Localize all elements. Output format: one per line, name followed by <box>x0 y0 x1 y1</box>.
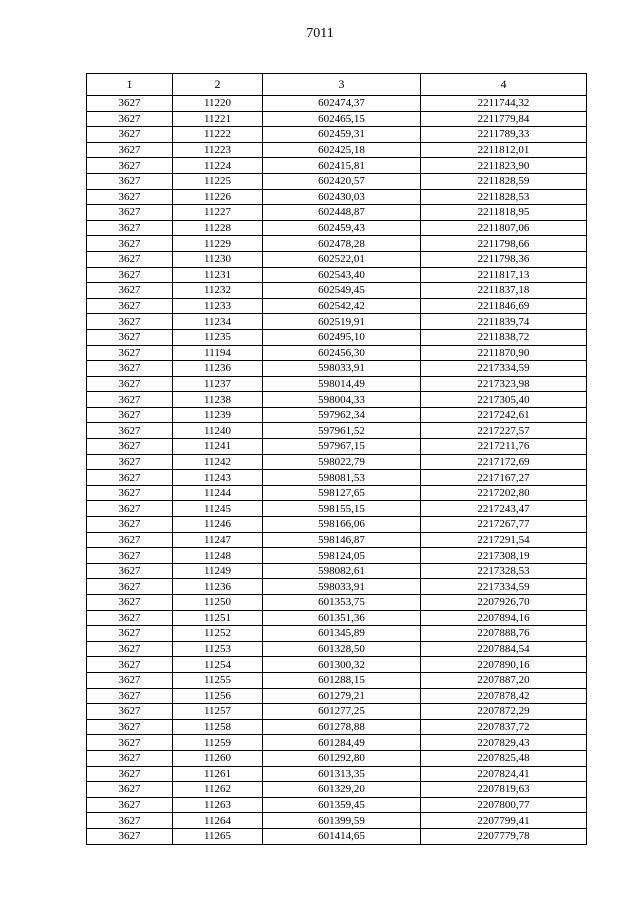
table-cell-col-1: 3627 <box>87 688 173 704</box>
table-row <box>87 345 587 361</box>
table-cell-col-4: 2207779,78 <box>421 828 587 844</box>
table-cell-col-2: 11236 <box>173 579 263 595</box>
table-cell-col-4: 2207878,42 <box>421 688 587 704</box>
table-cell-col-3: 601288,15 <box>263 672 421 688</box>
table-row <box>87 267 587 283</box>
table-cell-col-2: 11223 <box>173 142 263 158</box>
table-cell-col-3: 601353,75 <box>263 595 421 611</box>
table-row <box>87 142 587 158</box>
table-cell-col-1: 3627 <box>87 314 173 330</box>
table-cell-col-4: 2207884,54 <box>421 641 587 657</box>
table-cell-col-3: 598082,61 <box>263 563 421 579</box>
table-cell-col-2: 11229 <box>173 236 263 252</box>
table-cell-col-1: 3627 <box>87 111 173 127</box>
table-cell-col-4: 2217334,59 <box>421 579 587 595</box>
table-cell-col-2: 11243 <box>173 470 263 486</box>
table-cell-col-1: 3627 <box>87 782 173 798</box>
table-cell-col-1: 3627 <box>87 828 173 844</box>
table-cell-col-3: 597961,52 <box>263 423 421 439</box>
table-row <box>87 672 587 688</box>
table-cell-col-4: 2211817,13 <box>421 267 587 283</box>
table-cell-col-4: 2217243,47 <box>421 501 587 517</box>
table-cell-col-2: 11233 <box>173 298 263 314</box>
table-cell-col-2: 11265 <box>173 828 263 844</box>
table-row <box>87 735 587 751</box>
column-header-3: 3 <box>263 74 421 96</box>
table-row <box>87 314 587 330</box>
table-cell-col-3: 602474,37 <box>263 96 421 112</box>
table-cell-col-3: 598081,53 <box>263 470 421 486</box>
table-cell-col-1: 3627 <box>87 797 173 813</box>
table-cell-col-4: 2211744,32 <box>421 96 587 112</box>
table-row <box>87 361 587 377</box>
table-row <box>87 532 587 548</box>
table-cell-col-3: 601414,65 <box>263 828 421 844</box>
table-cell-col-4: 2211798,66 <box>421 236 587 252</box>
table-cell-col-1: 3627 <box>87 470 173 486</box>
column-header-4: 4 <box>421 74 587 96</box>
table-cell-col-3: 601351,36 <box>263 610 421 626</box>
table-cell-col-4: 2217308,19 <box>421 548 587 564</box>
table-cell-col-1: 3627 <box>87 719 173 735</box>
table-cell-col-4: 2207887,20 <box>421 672 587 688</box>
table-cell-col-4: 2211789,33 <box>421 127 587 143</box>
table-row <box>87 782 587 798</box>
table-cell-col-4: 2217328,53 <box>421 563 587 579</box>
table-row <box>87 641 587 657</box>
table-cell-col-1: 3627 <box>87 329 173 345</box>
table-cell-col-1: 3627 <box>87 439 173 455</box>
table-cell-col-3: 598033,91 <box>263 361 421 377</box>
table-row <box>87 454 587 470</box>
table-cell-col-2: 11239 <box>173 407 263 423</box>
table-cell-col-2: 11253 <box>173 641 263 657</box>
table-cell-col-4: 2217291,54 <box>421 532 587 548</box>
table-row <box>87 828 587 844</box>
table-cell-col-1: 3627 <box>87 735 173 751</box>
table-cell-col-2: 11220 <box>173 96 263 112</box>
table-cell-col-3: 602420,57 <box>263 173 421 189</box>
table-cell-col-3: 598004,33 <box>263 392 421 408</box>
table-cell-col-2: 11224 <box>173 158 263 174</box>
table-cell-col-4: 2211839,74 <box>421 314 587 330</box>
table-cell-col-2: 11194 <box>173 345 263 361</box>
table-cell-col-4: 2211798,36 <box>421 251 587 267</box>
table-cell-col-3: 602459,43 <box>263 220 421 236</box>
table-cell-col-2: 11262 <box>173 782 263 798</box>
table-cell-col-3: 601292,80 <box>263 750 421 766</box>
table-cell-col-3: 602448,87 <box>263 205 421 221</box>
table-cell-col-1: 3627 <box>87 96 173 112</box>
table-cell-col-1: 3627 <box>87 376 173 392</box>
table-row <box>87 173 587 189</box>
table-cell-col-1: 3627 <box>87 189 173 205</box>
table-cell-col-2: 11237 <box>173 376 263 392</box>
table-cell-col-2: 11245 <box>173 501 263 517</box>
table-cell-col-4: 2211838,72 <box>421 329 587 345</box>
table-cell-col-3: 601277,25 <box>263 704 421 720</box>
table-row <box>87 470 587 486</box>
table-cell-col-3: 598022,79 <box>263 454 421 470</box>
table-cell-col-2: 11248 <box>173 548 263 564</box>
table-cell-col-3: 598033,91 <box>263 579 421 595</box>
table-cell-col-4: 2211807,06 <box>421 220 587 236</box>
table-cell-col-4: 2207837,72 <box>421 719 587 735</box>
table-cell-col-3: 602415,81 <box>263 158 421 174</box>
table-row <box>87 501 587 517</box>
table-cell-col-4: 2207800,77 <box>421 797 587 813</box>
table-cell-col-3: 598166,06 <box>263 517 421 533</box>
table-cell-col-3: 598127,65 <box>263 485 421 501</box>
table-cell-col-4: 2217323,98 <box>421 376 587 392</box>
table-cell-col-2: 11252 <box>173 626 263 642</box>
table-row <box>87 236 587 252</box>
table-cell-col-2: 11261 <box>173 766 263 782</box>
table-row <box>87 750 587 766</box>
table-cell-col-2: 11241 <box>173 439 263 455</box>
table-cell-col-3: 602549,45 <box>263 283 421 299</box>
table-cell-col-2: 11228 <box>173 220 263 236</box>
table-row <box>87 719 587 735</box>
table-cell-col-1: 3627 <box>87 298 173 314</box>
table-row <box>87 96 587 112</box>
table-cell-col-2: 11230 <box>173 251 263 267</box>
table-row <box>87 189 587 205</box>
table-cell-col-2: 11264 <box>173 813 263 829</box>
table-cell-col-4: 2211818,95 <box>421 205 587 221</box>
table-cell-col-3: 602519,91 <box>263 314 421 330</box>
table-row <box>87 766 587 782</box>
table-cell-col-1: 3627 <box>87 610 173 626</box>
table-cell-col-4: 2207888,76 <box>421 626 587 642</box>
table-row <box>87 283 587 299</box>
table-cell-col-2: 11240 <box>173 423 263 439</box>
table-row <box>87 439 587 455</box>
table-row <box>87 485 587 501</box>
table-cell-col-3: 598155,15 <box>263 501 421 517</box>
table-row <box>87 298 587 314</box>
table-row <box>87 407 587 423</box>
table-cell-col-4: 2207890,16 <box>421 657 587 673</box>
table-cell-col-2: 11258 <box>173 719 263 735</box>
table-cell-col-4: 2211828,53 <box>421 189 587 205</box>
table-cell-col-4: 2207819,63 <box>421 782 587 798</box>
table-cell-col-1: 3627 <box>87 267 173 283</box>
column-header-2: 2 <box>173 74 263 96</box>
table-cell-col-2: 11225 <box>173 173 263 189</box>
table-cell-col-1: 3627 <box>87 236 173 252</box>
table-cell-col-1: 3627 <box>87 766 173 782</box>
table-cell-col-1: 3627 <box>87 454 173 470</box>
column-header-1: 1 <box>87 74 173 96</box>
table-cell-col-4: 2211837,18 <box>421 283 587 299</box>
table-cell-col-2: 11251 <box>173 610 263 626</box>
table-row <box>87 595 587 611</box>
table-cell-col-1: 3627 <box>87 283 173 299</box>
table-cell-col-2: 11234 <box>173 314 263 330</box>
table-cell-col-1: 3627 <box>87 361 173 377</box>
table-cell-col-4: 2217305,40 <box>421 392 587 408</box>
table-cell-col-2: 11249 <box>173 563 263 579</box>
table-cell-col-3: 598014,49 <box>263 376 421 392</box>
table-cell-col-2: 11246 <box>173 517 263 533</box>
page-number: 7011 <box>306 26 334 41</box>
table-cell-col-2: 11256 <box>173 688 263 704</box>
table-cell-col-1: 3627 <box>87 595 173 611</box>
table-cell-col-1: 3627 <box>87 220 173 236</box>
table-cell-col-3: 602522,01 <box>263 251 421 267</box>
table-cell-col-2: 11247 <box>173 532 263 548</box>
table-cell-col-4: 2211870,90 <box>421 345 587 361</box>
coordinates-table <box>86 73 587 845</box>
table-cell-col-1: 3627 <box>87 657 173 673</box>
table-row <box>87 251 587 267</box>
table-cell-col-4: 2211779,84 <box>421 111 587 127</box>
table-cell-col-2: 11257 <box>173 704 263 720</box>
table-cell-col-2: 11259 <box>173 735 263 751</box>
table-cell-col-4: 2217167,27 <box>421 470 587 486</box>
table-cell-col-4: 2207926,70 <box>421 595 587 611</box>
header-row <box>87 74 587 96</box>
table-row <box>87 688 587 704</box>
table-cell-col-3: 598146,87 <box>263 532 421 548</box>
table-cell-col-1: 3627 <box>87 517 173 533</box>
table-cell-col-1: 3627 <box>87 158 173 174</box>
table-cell-col-2: 11250 <box>173 595 263 611</box>
table-cell-col-4: 2207824,41 <box>421 766 587 782</box>
table-body <box>87 96 587 845</box>
table-cell-col-1: 3627 <box>87 532 173 548</box>
table-cell-col-4: 2211812,01 <box>421 142 587 158</box>
table-cell-col-2: 11254 <box>173 657 263 673</box>
table-cell-col-2: 11231 <box>173 267 263 283</box>
table-cell-col-2: 11238 <box>173 392 263 408</box>
table-cell-col-2: 11226 <box>173 189 263 205</box>
table-header <box>87 74 587 96</box>
table-row <box>87 392 587 408</box>
table-cell-col-4: 2211823,90 <box>421 158 587 174</box>
table-cell-col-1: 3627 <box>87 392 173 408</box>
table-cell-col-2: 11263 <box>173 797 263 813</box>
table-row <box>87 797 587 813</box>
table-cell-col-3: 601278,88 <box>263 719 421 735</box>
table-cell-col-1: 3627 <box>87 127 173 143</box>
table-row <box>87 111 587 127</box>
table-cell-col-2: 11255 <box>173 672 263 688</box>
table-cell-col-1: 3627 <box>87 641 173 657</box>
table-cell-col-3: 602542,42 <box>263 298 421 314</box>
table-cell-col-1: 3627 <box>87 205 173 221</box>
table-cell-col-3: 601300,32 <box>263 657 421 673</box>
table-cell-col-4: 2211828,59 <box>421 173 587 189</box>
table-cell-col-3: 601345,89 <box>263 626 421 642</box>
table-row <box>87 127 587 143</box>
table-cell-col-3: 601328,50 <box>263 641 421 657</box>
table-cell-col-4: 2217202,80 <box>421 485 587 501</box>
table-cell-col-1: 3627 <box>87 813 173 829</box>
table-row <box>87 610 587 626</box>
table-cell-col-4: 2207829,43 <box>421 735 587 751</box>
table-row <box>87 220 587 236</box>
table-row <box>87 657 587 673</box>
table-cell-col-1: 3627 <box>87 142 173 158</box>
table-cell-col-3: 601329,20 <box>263 782 421 798</box>
table-cell-col-3: 602456,30 <box>263 345 421 361</box>
table-cell-col-4: 2217227,57 <box>421 423 587 439</box>
table-cell-col-3: 602465,15 <box>263 111 421 127</box>
table-cell-col-3: 601359,45 <box>263 797 421 813</box>
table-cell-col-3: 602543,40 <box>263 267 421 283</box>
table-cell-col-4: 2207825,48 <box>421 750 587 766</box>
table-row <box>87 423 587 439</box>
table-row <box>87 376 587 392</box>
table-row <box>87 626 587 642</box>
table-cell-col-2: 11260 <box>173 750 263 766</box>
table-cell-col-1: 3627 <box>87 173 173 189</box>
table-cell-col-4: 2207894,16 <box>421 610 587 626</box>
table-cell-col-1: 3627 <box>87 750 173 766</box>
table-cell-col-1: 3627 <box>87 579 173 595</box>
table-row <box>87 563 587 579</box>
table-cell-col-4: 2217211,76 <box>421 439 587 455</box>
table-cell-col-2: 11232 <box>173 283 263 299</box>
table-cell-col-3: 602430,03 <box>263 189 421 205</box>
table-cell-col-4: 2211846,69 <box>421 298 587 314</box>
table-cell-col-3: 601279,21 <box>263 688 421 704</box>
table-cell-col-1: 3627 <box>87 563 173 579</box>
table-cell-col-3: 598124,05 <box>263 548 421 564</box>
table-cell-col-3: 601284,49 <box>263 735 421 751</box>
table-cell-col-2: 11244 <box>173 485 263 501</box>
table-cell-col-4: 2207799,41 <box>421 813 587 829</box>
table-row <box>87 704 587 720</box>
table-cell-col-1: 3627 <box>87 672 173 688</box>
table-cell-col-1: 3627 <box>87 251 173 267</box>
table-cell-col-3: 601313,35 <box>263 766 421 782</box>
table-cell-col-1: 3627 <box>87 423 173 439</box>
table-cell-col-3: 601399,59 <box>263 813 421 829</box>
table-cell-col-4: 2217242,61 <box>421 407 587 423</box>
table-cell-col-1: 3627 <box>87 407 173 423</box>
table-row <box>87 813 587 829</box>
table-cell-col-2: 11221 <box>173 111 263 127</box>
table-cell-col-3: 602459,31 <box>263 127 421 143</box>
table-cell-col-4: 2217267,77 <box>421 517 587 533</box>
table-row <box>87 548 587 564</box>
table-row <box>87 158 587 174</box>
table-cell-col-3: 597962,34 <box>263 407 421 423</box>
table-cell-col-3: 602478,28 <box>263 236 421 252</box>
table-cell-col-4: 2217334,59 <box>421 361 587 377</box>
table-cell-col-1: 3627 <box>87 345 173 361</box>
table-row <box>87 517 587 533</box>
table-cell-col-4: 2207872,29 <box>421 704 587 720</box>
table-row <box>87 205 587 221</box>
table-cell-col-1: 3627 <box>87 548 173 564</box>
table-cell-col-1: 3627 <box>87 626 173 642</box>
table-cell-col-4: 2217172,69 <box>421 454 587 470</box>
table-cell-col-2: 11222 <box>173 127 263 143</box>
table-cell-col-2: 11236 <box>173 361 263 377</box>
table-cell-col-1: 3627 <box>87 704 173 720</box>
table-row <box>87 579 587 595</box>
table-cell-col-3: 597967,15 <box>263 439 421 455</box>
table-row <box>87 329 587 345</box>
table-cell-col-2: 11235 <box>173 329 263 345</box>
table-cell-col-1: 3627 <box>87 485 173 501</box>
table-cell-col-2: 11242 <box>173 454 263 470</box>
table-cell-col-3: 602425,18 <box>263 142 421 158</box>
table-cell-col-2: 11227 <box>173 205 263 221</box>
table-cell-col-3: 602495,10 <box>263 329 421 345</box>
table-cell-col-1: 3627 <box>87 501 173 517</box>
